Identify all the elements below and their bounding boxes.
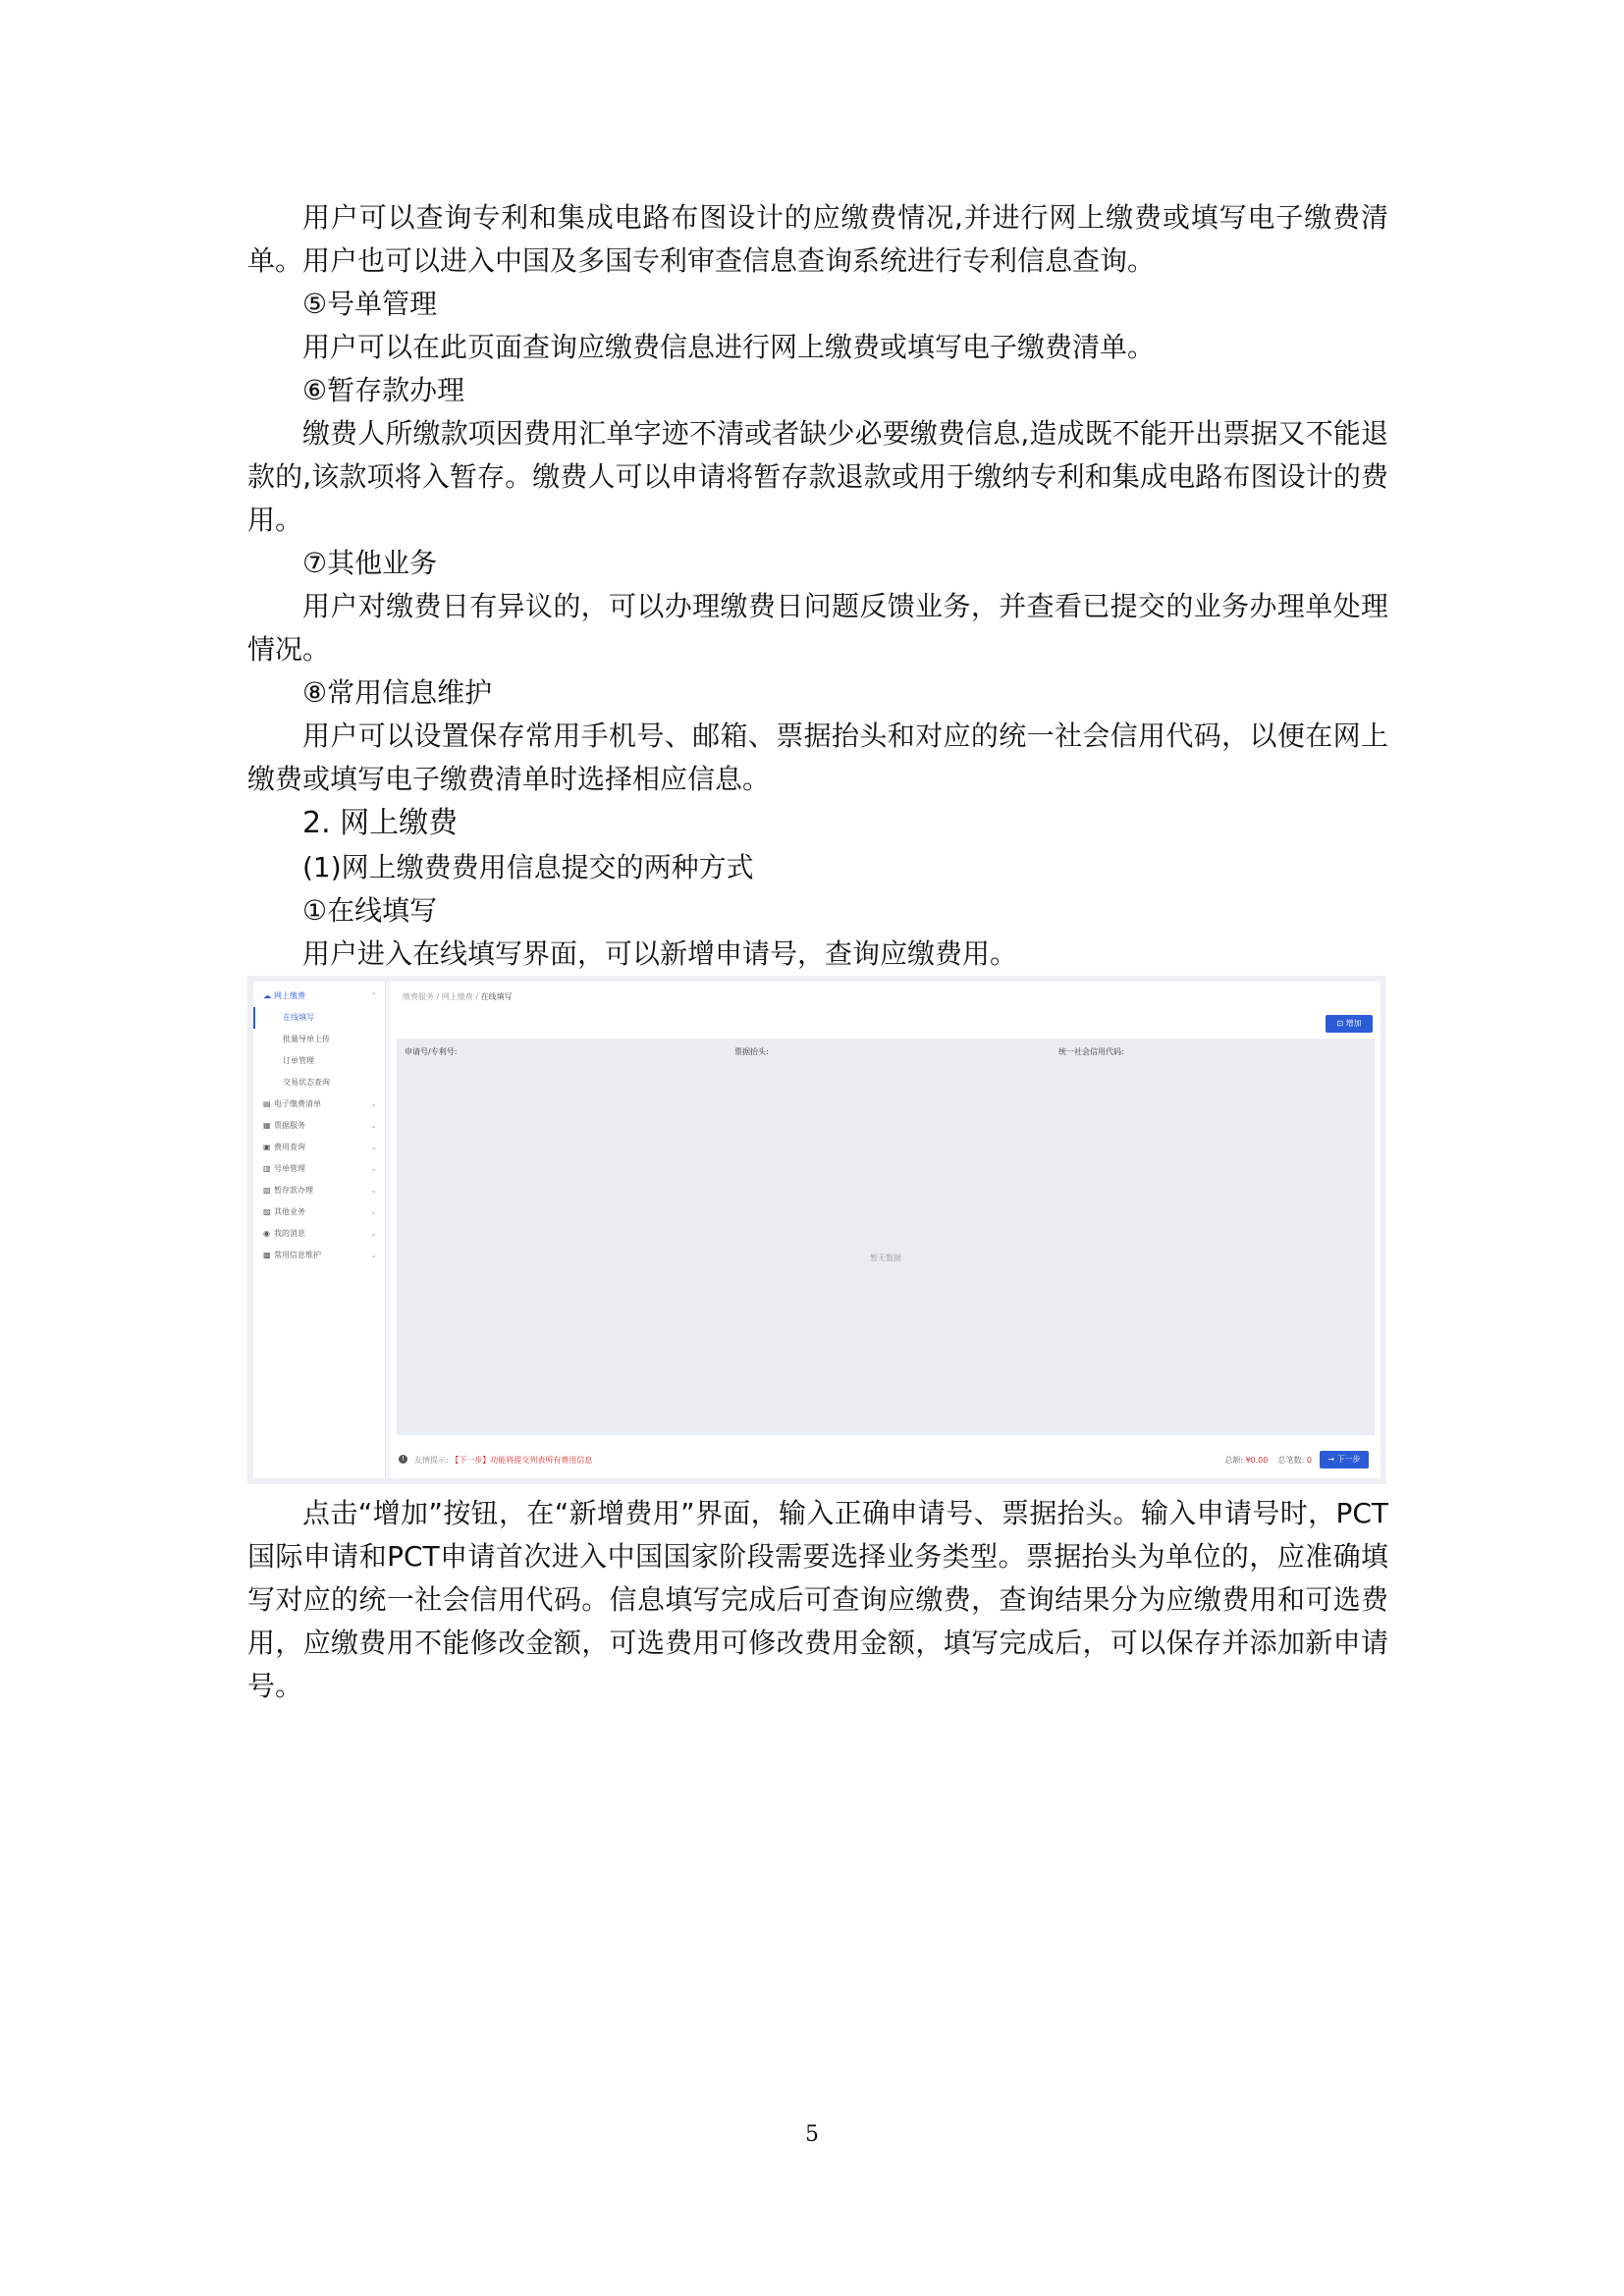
sidebar-item-my-messages[interactable]: ◉ 我的消息 ⌄ — [253, 1223, 385, 1245]
sidebar — [253, 982, 386, 1478]
sidebar-item-number-management[interactable]: ▥ 号单管理 ⌄ — [253, 1158, 385, 1180]
filter-label-invoice-title: 票据抬头: — [734, 1047, 769, 1056]
heading-deposit: ⑥暂存款办理 — [302, 374, 465, 406]
chevron-down-icon: ⌄ — [370, 1207, 377, 1216]
totals: 总额: ¥0.00 总笔数: 0 — [1224, 1456, 1312, 1465]
sidebar-item-other-business[interactable]: ▨ 其他业务 ⌄ — [253, 1201, 385, 1223]
paragraph: 用户可以在此页面查询应缴费信息进行网上缴费或填写电子缴费清单。 — [302, 331, 1156, 363]
heading-number-management: ⑤号单管理 — [302, 288, 438, 320]
filter-label-application-number: 申请号/专利号: — [405, 1047, 458, 1056]
total-count: 0 — [1306, 1456, 1312, 1465]
section-heading: 2. 网上缴费 — [302, 806, 459, 840]
embedded-screenshot — [247, 976, 1386, 1484]
cloud-icon: ☁ — [263, 991, 271, 1000]
sidebar-item-deposit[interactable]: ▧ 暂存款办理 ⌄ — [253, 1180, 385, 1201]
filter-label-credit-code: 统一社会信用代码: — [1058, 1047, 1124, 1056]
breadcrumb-item[interactable]: 网上缴费 — [441, 992, 473, 1001]
empty-state-text: 暂无数据 — [870, 1254, 901, 1262]
sidebar-item-batch-upload[interactable]: 批量导单上传 — [283, 1035, 330, 1043]
chevron-down-icon: ⌄ — [370, 1121, 377, 1130]
subsection-heading: (1)网上缴费费用信息提交的两种方式 — [302, 851, 754, 883]
chevron-down-icon: ⌄ — [370, 1229, 377, 1238]
chevron-down-icon: ⌄ — [370, 1186, 377, 1195]
paragraph: 用户进入在线填写界面，可以新增申请号，查询应缴费用。 — [302, 937, 1018, 970]
sidebar-item-e-payment-list[interactable]: ▤ 电子缴费清单 ⌄ — [253, 1094, 385, 1115]
main-panel — [391, 982, 1380, 1478]
total-amount: ¥0.00 — [1245, 1456, 1269, 1465]
sidebar-item-fee-query[interactable]: ▣ 费用查询 ⌄ — [253, 1137, 385, 1158]
sidebar-group-online-payment[interactable]: ☁ 网上缴费 ⌃ — [253, 986, 385, 1007]
document-icon: ▥ — [263, 1164, 271, 1173]
friendly-tip: 友情提示: 【下一步】功能将提交列表所有费用信息 — [414, 1456, 593, 1465]
chevron-down-icon: ⌄ — [370, 1143, 377, 1151]
sidebar-item-online-fill[interactable]: 在线填写 — [253, 1007, 385, 1029]
paragraph: 用户对缴费日有异议的，可以办理缴费日问题反馈业务，并查看已提交的业务办理单处理情况。 — [247, 590, 1388, 666]
sidebar-item-invoice-service[interactable]: ▦ 票据服务 ⌄ — [253, 1115, 385, 1137]
arrow-right-icon: → — [1327, 1455, 1337, 1464]
settings-icon: ▩ — [263, 1251, 271, 1259]
search-icon: ▣ — [263, 1143, 271, 1151]
paragraph: 用户可以查询专利和集成电路布图设计的应缴费情况,并进行网上缴费或填写电子缴费清单。用户也可以进入中国及多国专利审查信息查询系统进行专利信息查询。 — [247, 201, 1388, 277]
next-step-button[interactable]: → 下一步 — [1320, 1451, 1369, 1468]
sidebar-item-transaction-status[interactable]: 交易状态查询 — [283, 1078, 330, 1087]
message-icon: ◉ — [263, 1229, 270, 1238]
sidebar-item-order-management[interactable]: 订单管理 — [283, 1056, 314, 1065]
invoice-icon: ▦ — [263, 1121, 271, 1130]
chevron-up-icon: ⌃ — [370, 991, 377, 1000]
grid-icon: ▨ — [263, 1207, 271, 1216]
paragraph: 用户可以设置保存常用手机号、邮箱、票据抬头和对应的统一社会信用代码，以便在网上缴费或填写电子缴费清单时选择相应信息。 — [247, 720, 1388, 795]
list-icon: ▤ — [263, 1099, 271, 1108]
text-section-c — [247, 1492, 1388, 1708]
heading-common-info: ⑧常用信息维护 — [302, 676, 493, 709]
breadcrumb-item[interactable]: 缴费服务 — [403, 992, 434, 1001]
breadcrumb: 缴费服务 / 网上缴费 / 在线填写 — [403, 992, 513, 1001]
paragraph: 缴费人所缴款项因费用汇单字迹不清或者缺少必要缴费信息,造成既不能开出票据又不能退款的,该款项将入暂存。缴费人可以申请将暂存款退款或用于缴纳专利和集成电路布图设计的费用。 — [247, 417, 1388, 536]
text-section-a — [247, 196, 1388, 976]
footer-bar — [397, 1449, 1375, 1472]
paragraph: 点击“增加”按钮，在“新增费用”界面，输入正确申请号、票据抬头。输入申请号时，PCT国际申请和PCT申请首次进入中国国家阶段需要选择业务类型。票据抬头为单位的，应准确填写对应的统一社会信用代码。信息填写完成后可查询应缴费，查询结果分为应缴费用和可选费用，应缴费用不能修改金额，可选费用可修改费用金额，填写完成后，可以保存并添加新申请号。 — [247, 1497, 1388, 1702]
heading-online-fill: ①在线填写 — [302, 894, 438, 927]
tip-text: 【下一步】功能将提交列表所有费用信息 — [451, 1456, 593, 1465]
info-icon: ! — [399, 1455, 407, 1464]
heading-other-business: ⑦其他业务 — [302, 547, 438, 579]
add-button[interactable]: ⊡ 增加 — [1326, 1015, 1373, 1033]
chevron-down-icon: ⌄ — [370, 1251, 377, 1259]
page-number: 5 — [805, 2122, 819, 2147]
fee-list-area — [397, 1039, 1375, 1435]
breadcrumb-current: 在线填写 — [480, 992, 513, 1001]
chevron-down-icon: ⌄ — [370, 1099, 377, 1108]
add-icon: ⊡ — [1336, 1019, 1346, 1028]
chevron-down-icon: ⌄ — [370, 1164, 377, 1173]
sidebar-item-common-info[interactable]: ▩ 常用信息维护 ⌄ — [253, 1245, 385, 1266]
wallet-icon: ▧ — [263, 1186, 271, 1195]
